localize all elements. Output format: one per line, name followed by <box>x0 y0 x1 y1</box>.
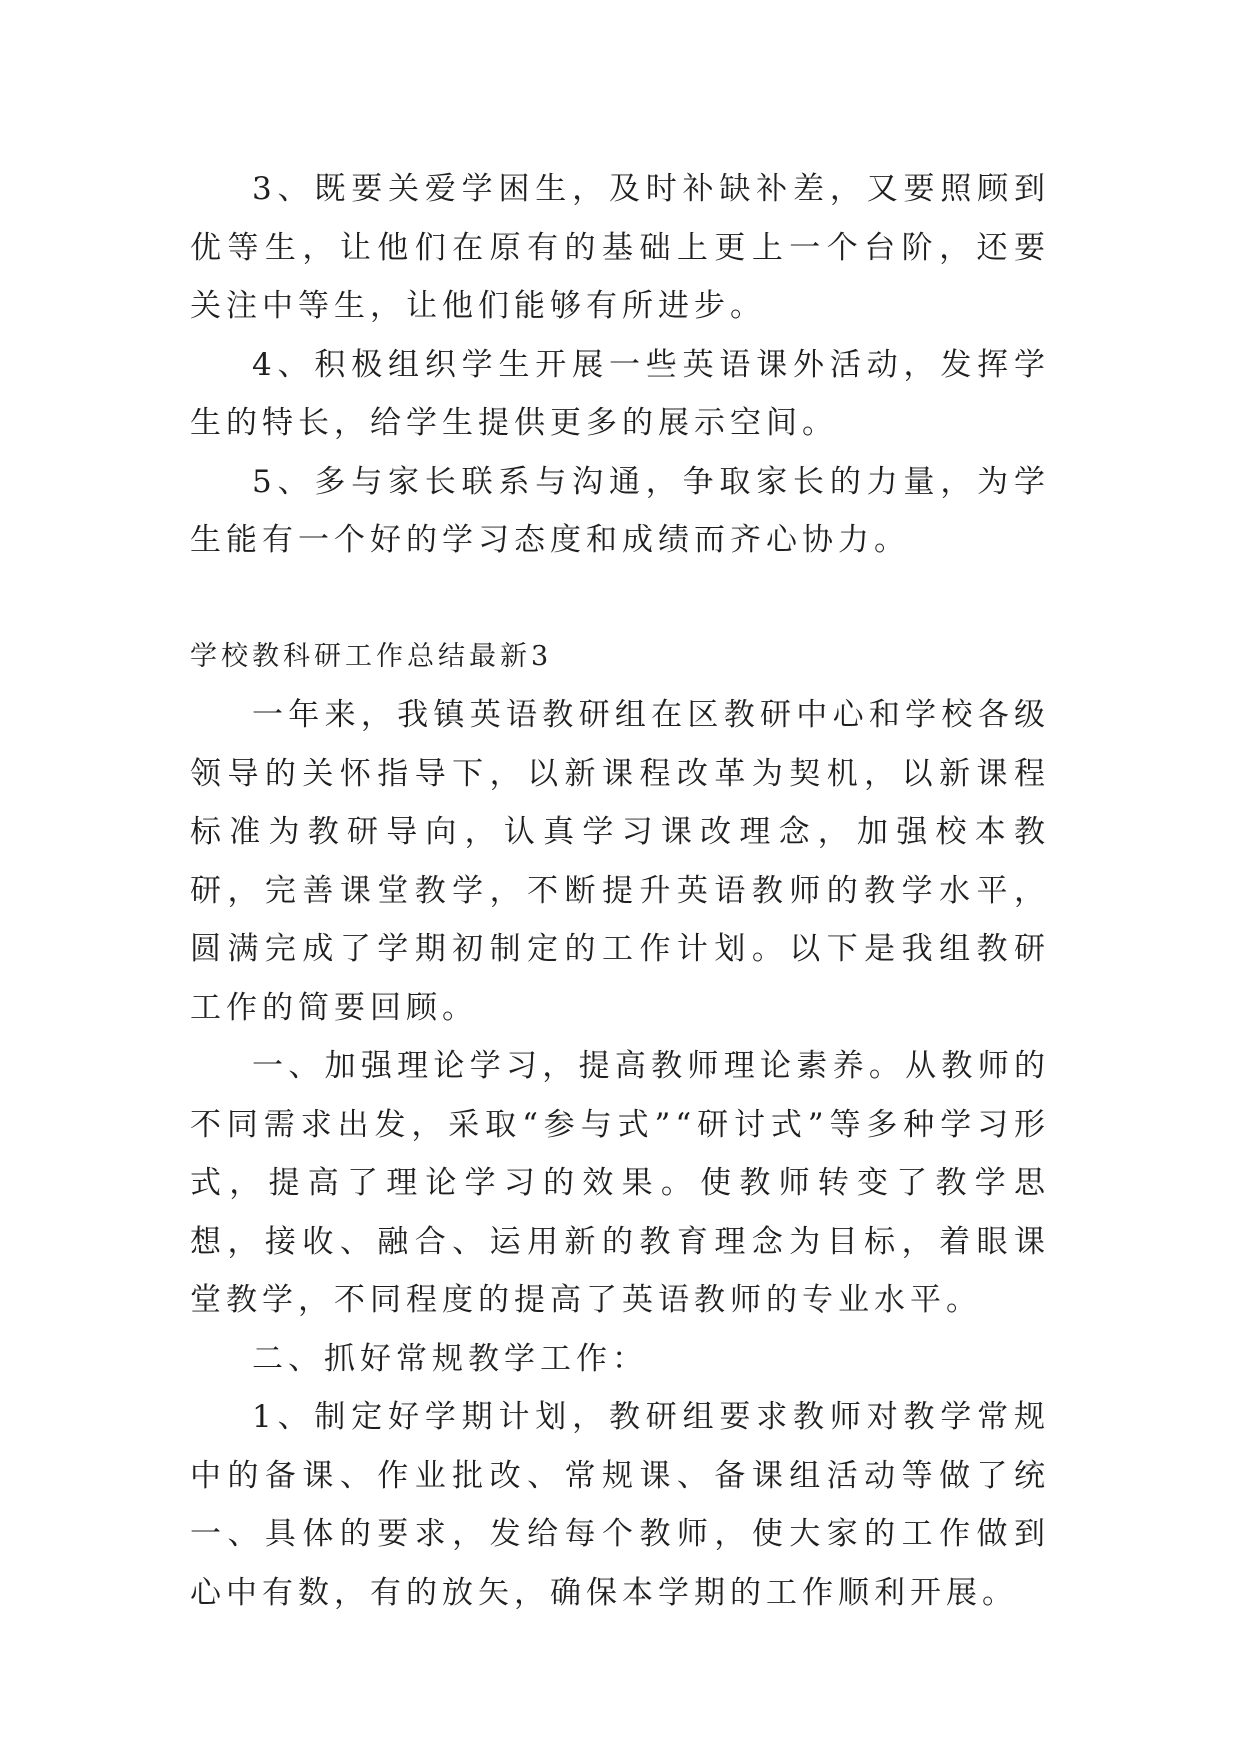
paragraph-semester-plan: 1、制定好学期计划，教研组要求教师对教学常规中的备课、作业批改、常规课、备课组活动等做了统一、具体的要求，发给每个教师，使大家的工作做到心中有数，有的放矢，确保本学期的工作顺利开展。 <box>190 1399 1050 1611</box>
document-body <box>190 160 1050 1622</box>
paragraph-item-3: 3、既要关爱学困生，及时补缺补差，又要照顾到优等生，让他们在原有的基础上更上一个台阶，还要关注中等生，让他们能够有所进步。 <box>190 171 1050 324</box>
paragraph-item-5: 5、多与家长联系与沟通，争取家长的力量，为学生能有一个好的学习态度和成绩而齐心协力。 <box>190 463 1050 558</box>
paragraph-theory-study: 一、加强理论学习，提高教师理论素养。从教师的不同需求出发，采取“参与式”“研讨式”等多种学习形式，提高了理论学习的效果。使教师转变了教学思想，接收、融合、运用新的教育理念为目标，着眼课堂教学，不同程度的提高了英语教师的专业水平。 <box>190 1048 1050 1318</box>
paragraph-routine-teaching: 二、抓好常规教学工作： <box>252 1340 648 1377</box>
paragraph-item-4: 4、积极组织学生开展一些英语课外活动，发挥学生的特长，给学生提供更多的展示空间。 <box>190 346 1050 441</box>
section-title: 学校教科研工作总结最新3 <box>190 640 553 672</box>
paragraph-intro: 一年来，我镇英语教研组在区教研中心和学校各级领导的关怀指导下，以新课程改革为契机，以新课程标准为教研导向，认真学习课改理念，加强校本教研，完善课堂教学，不断提升英语教师的教学水平，圆满完成了学期初制定的工作计划。以下是我组教研工作的简要回顾。 <box>190 697 1050 1026</box>
